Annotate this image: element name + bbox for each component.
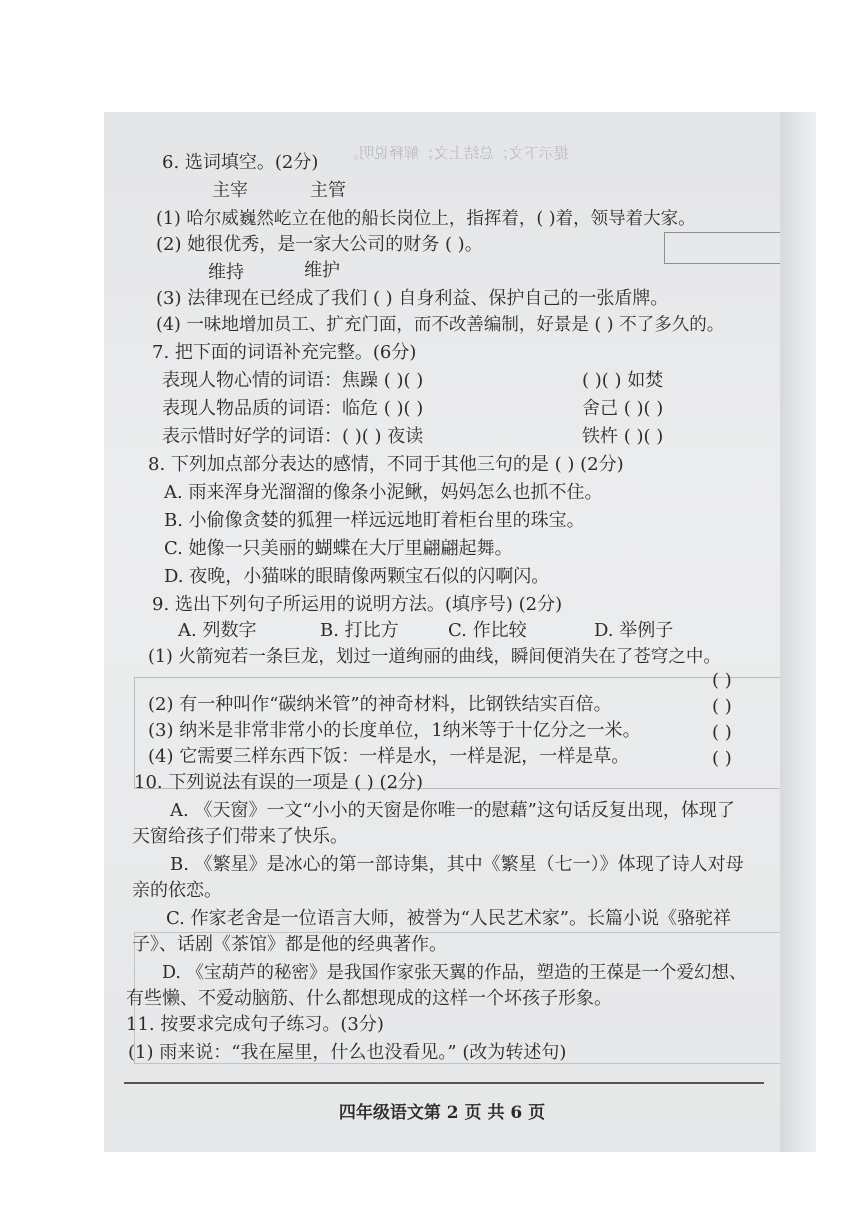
q8-option-d: D. 夜晚，小猫咪的眼睛像两颗宝石似的闪啊闪。 — [164, 566, 550, 587]
q6-word-4: 维护 — [304, 260, 340, 281]
q10-option-c-line1: C. 作家老舍是一位语言大师，被誉为“人民艺术家”。长篇小说《骆驼祥 — [166, 908, 731, 929]
q9-sentence-3: (3) 纳米是非常非常小的长度单位，1纳米等于十亿分之一米。 — [148, 720, 641, 741]
q9-blank-2: ( ) — [712, 696, 732, 717]
q7-row-1: 表现人物心情的词语：焦躁 ( )( ) — [162, 370, 424, 391]
q7-title: 7. 把下面的词语补充完整。(6分) — [152, 342, 417, 363]
q8-option-b: B. 小偷像贪婪的狐狸一样远远地盯着柜台里的珠宝。 — [164, 510, 585, 531]
q9-option-c: C. 作比较 — [448, 620, 527, 641]
bleed-through-text: 提示下文；总结上文；解释说明。 — [344, 144, 570, 162]
q10-option-d-line1: D. 《宝葫芦的秘密》是我国作家张天翼的作品，塑造的王葆是一个爱幻想、 — [162, 963, 747, 983]
page-edge — [780, 112, 816, 1152]
q10-option-a-line2: 天窗给孩子们带来了快乐。 — [132, 826, 348, 847]
q8-option-c: C. 她像一只美丽的蝴蝶在大厅里翩翩起舞。 — [164, 538, 513, 559]
q6-sentence-1: (1) 哈尔威巍然屹立在他的船长岗位上，指挥着，( )着，领导着大家。 — [156, 209, 696, 229]
footer-rule — [124, 1082, 764, 1084]
q10-title: 10. 下列说法有误的一项是 ( ) (2分) — [134, 772, 424, 793]
page-footer: 四年级语文第 2 页 共 6 页 — [338, 1103, 546, 1123]
q9-blank-4: ( ) — [712, 748, 732, 769]
q11-sentence-1: (1) 雨来说：“我在屋里，什么也没看见。” (改为转述句) — [128, 1042, 567, 1063]
q6-sentence-3: (3) 法律现在已经成了我们 ( ) 自身利益、保护自己的一张盾牌。 — [156, 288, 669, 309]
q9-option-d: D. 举例子 — [594, 620, 674, 641]
q10-option-b-line1: B. 《繁星》是冰心的第一部诗集，其中《繁星（七一）》体现了诗人对母 — [170, 854, 744, 875]
q10-option-d-line2: 有些懒、不爱动脑筋、什么都想现成的这样一个坏孩子形象。 — [126, 988, 612, 1009]
grid-bleed — [664, 232, 780, 264]
q9-blank-1: ( ) — [712, 670, 732, 691]
q7-row-3: 表示惜时好学的词语：( )( ) 夜读 — [162, 426, 424, 447]
q8-title: 8. 下列加点部分表达的感情，不同于其他三句的是 ( ) (2分) — [148, 454, 624, 475]
q6-sentence-2: (2) 她很优秀，是一家大公司的财务 ( )。 — [156, 234, 483, 255]
q7-row-2: 表现人物品质的词语：临危 ( )( ) — [162, 398, 424, 419]
q10-option-c-line2: 子》、话剧《茶馆》都是他的经典著作。 — [132, 934, 447, 955]
q10-option-a-line1: A. 《天窗》一文“小小的天窗是你唯一的慰藉”这句话反复出现，体现了 — [170, 800, 735, 821]
q7-row-2b: 舍己 ( )( ) — [582, 398, 664, 419]
q6-sentence-4: (4) 一味地增加员工、扩充门面，而不改善编制，好景是 ( ) 不了多久的。 — [156, 315, 725, 335]
q6-title: 6. 选词填空。(2分) — [162, 152, 319, 173]
q7-row-1b: ( )( ) 如焚 — [582, 370, 664, 391]
q10-option-b-line2: 亲的依恋。 — [132, 880, 222, 901]
q6-word-1: 主宰 — [212, 180, 248, 201]
q9-blank-3: ( ) — [712, 722, 732, 743]
q8-option-a: A. 雨来浑身光溜溜的像条小泥鳅，妈妈怎么也抓不住。 — [164, 482, 603, 503]
q9-title: 9. 选出下列句子所运用的说明方法。(填序号) (2分) — [152, 594, 563, 615]
q9-sentence-1: (1) 火箭宛若一条巨龙，划过一道绚丽的曲线，瞬间便消失在了苍穹之中。 — [148, 647, 721, 667]
q7-row-3b: 铁杵 ( )( ) — [582, 426, 664, 447]
q11-title: 11. 按要求完成句子练习。(3分) — [126, 1014, 384, 1035]
exam-page — [104, 112, 780, 1152]
q9-option-a: A. 列数字 — [178, 620, 257, 641]
q9-option-b: B. 打比方 — [320, 620, 399, 641]
q6-word-3: 维持 — [208, 262, 244, 283]
q6-word-2: 主管 — [310, 180, 346, 201]
q9-sentence-4: (4) 它需要三样东西下饭：一样是水，一样是泥，一样是草。 — [148, 746, 630, 767]
q9-sentence-2: (2) 有一种叫作“碳纳米管”的神奇材料，比钢铁结实百倍。 — [148, 694, 612, 715]
